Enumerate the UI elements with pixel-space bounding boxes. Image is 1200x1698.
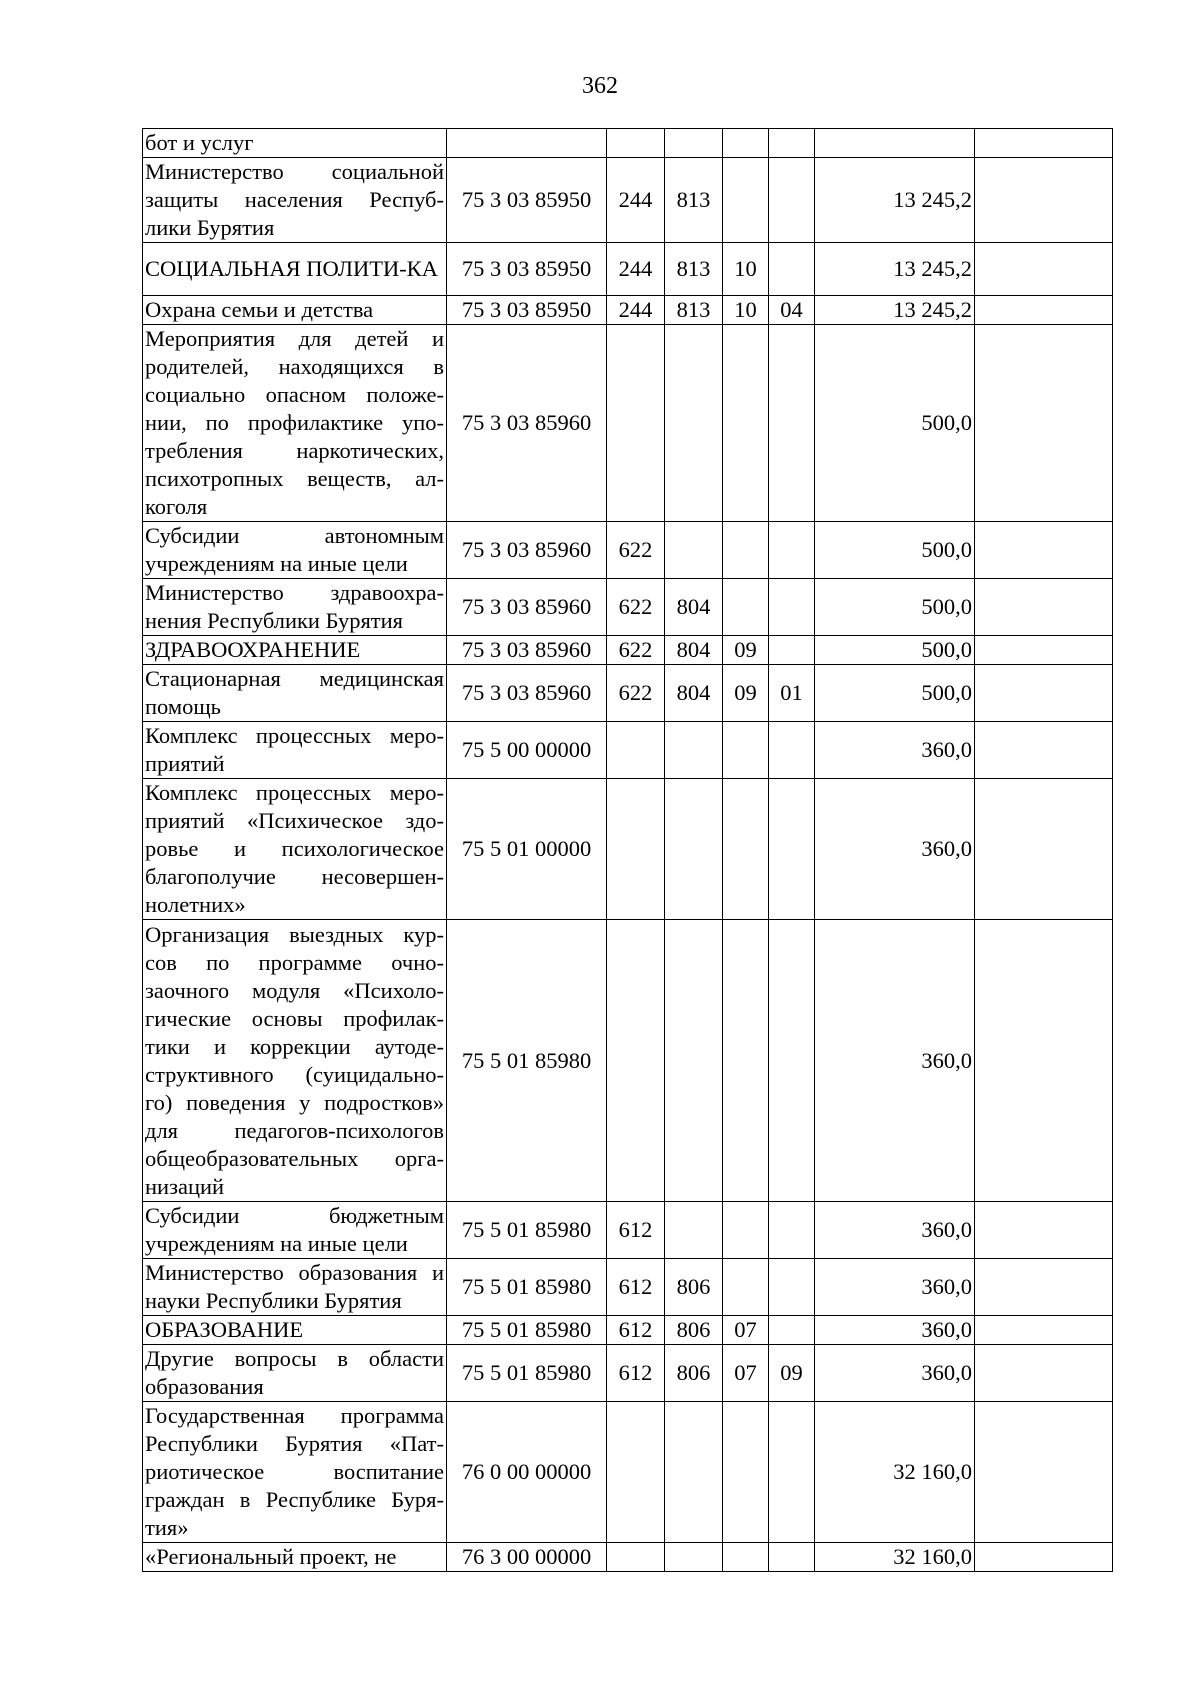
table-row [143, 636, 1113, 665]
cell-name: Комплекс процессных меро-приятий [143, 722, 447, 779]
cell-target-article: 76 0 00 00000 [447, 1402, 607, 1543]
cell-target-article: 75 5 01 85980 [447, 1202, 607, 1259]
table-row [143, 129, 1113, 158]
cell-target-article: 75 3 03 85960 [447, 579, 607, 636]
cell-subsection [769, 243, 815, 296]
cell-ministry-code: 806 [665, 1259, 723, 1316]
cell-expense-type: 244 [607, 296, 665, 325]
cell-expense-type: 622 [607, 579, 665, 636]
cell-section: 10 [723, 243, 769, 296]
cell-amount: 360,0 [815, 920, 975, 1202]
cell-ministry-code: 804 [665, 665, 723, 722]
table-row [143, 579, 1113, 636]
cell-extra [975, 722, 1113, 779]
cell-amount: 500,0 [815, 579, 975, 636]
cell-expense-type [607, 1402, 665, 1543]
cell-section [723, 579, 769, 636]
cell-expense-type: 622 [607, 636, 665, 665]
cell-subsection [769, 579, 815, 636]
cell-target-article: 75 3 03 85950 [447, 243, 607, 296]
cell-section [723, 1402, 769, 1543]
cell-amount: 360,0 [815, 1259, 975, 1316]
cell-amount: 13 245,2 [815, 296, 975, 325]
cell-extra [975, 1345, 1113, 1402]
cell-section: 07 [723, 1345, 769, 1402]
cell-extra [975, 129, 1113, 158]
cell-extra [975, 243, 1113, 296]
table-row [143, 1345, 1113, 1402]
cell-extra [975, 296, 1113, 325]
table-row [143, 1316, 1113, 1345]
cell-ministry-code [665, 129, 723, 158]
cell-extra [975, 325, 1113, 522]
cell-section [723, 129, 769, 158]
cell-amount: 500,0 [815, 636, 975, 665]
cell-target-article: 75 3 03 85960 [447, 636, 607, 665]
cell-subsection [769, 722, 815, 779]
cell-extra [975, 1259, 1113, 1316]
cell-name: Стационарная медицинская помощь [143, 665, 447, 722]
cell-ministry-code [665, 1402, 723, 1543]
cell-section [723, 920, 769, 1202]
cell-section [723, 722, 769, 779]
cell-target-article: 76 3 00 00000 [447, 1543, 607, 1572]
cell-expense-type [607, 129, 665, 158]
cell-expense-type [607, 1543, 665, 1572]
cell-expense-type: 244 [607, 158, 665, 243]
table-row [143, 1202, 1113, 1259]
cell-target-article: 75 5 01 85980 [447, 1316, 607, 1345]
table-body [143, 129, 1113, 1572]
cell-extra [975, 579, 1113, 636]
cell-section: 10 [723, 296, 769, 325]
cell-expense-type [607, 722, 665, 779]
table-row [143, 1402, 1113, 1543]
cell-extra [975, 779, 1113, 920]
cell-extra [975, 665, 1113, 722]
cell-expense-type: 612 [607, 1202, 665, 1259]
cell-ministry-code [665, 920, 723, 1202]
cell-section [723, 1259, 769, 1316]
cell-amount: 360,0 [815, 1202, 975, 1259]
cell-ministry-code [665, 1202, 723, 1259]
cell-target-article: 75 3 03 85960 [447, 325, 607, 522]
cell-subsection [769, 325, 815, 522]
cell-section [723, 522, 769, 579]
cell-subsection [769, 1543, 815, 1572]
cell-subsection [769, 779, 815, 920]
table-row [143, 296, 1113, 325]
table-row [143, 665, 1113, 722]
cell-ministry-code [665, 722, 723, 779]
cell-ministry-code [665, 522, 723, 579]
table-row [143, 243, 1113, 296]
cell-expense-type: 622 [607, 665, 665, 722]
cell-expense-type: 612 [607, 1259, 665, 1316]
cell-amount: 13 245,2 [815, 158, 975, 243]
cell-ministry-code: 804 [665, 636, 723, 665]
cell-extra [975, 158, 1113, 243]
cell-target-article: 75 3 03 85960 [447, 665, 607, 722]
table-row [143, 158, 1113, 243]
cell-subsection [769, 1316, 815, 1345]
cell-extra [975, 1202, 1113, 1259]
budget-table [142, 128, 1113, 1572]
cell-subsection [769, 920, 815, 1202]
cell-expense-type: 244 [607, 243, 665, 296]
cell-subsection: 09 [769, 1345, 815, 1402]
cell-name: Другие вопросы в области образования [143, 1345, 447, 1402]
cell-amount: 360,0 [815, 1316, 975, 1345]
cell-amount: 32 160,0 [815, 1543, 975, 1572]
page-number: 362 [582, 73, 618, 99]
cell-target-article: 75 5 01 85980 [447, 920, 607, 1202]
cell-amount: 500,0 [815, 665, 975, 722]
cell-name: ЗДРАВООХРАНЕНИЕ [143, 636, 447, 665]
table-row [143, 779, 1113, 920]
cell-name: Субсидии бюджетным учреждениям на иные цели [143, 1202, 447, 1259]
cell-name: Министерство социальной защиты населения Респуб-лики Бурятия [143, 158, 447, 243]
cell-target-article: 75 3 03 85950 [447, 158, 607, 243]
cell-extra [975, 920, 1113, 1202]
cell-section [723, 779, 769, 920]
cell-name: СОЦИАЛЬНАЯ ПОЛИТИ-КА [143, 243, 447, 296]
table-row [143, 1259, 1113, 1316]
cell-subsection [769, 1259, 815, 1316]
cell-target-article [447, 129, 607, 158]
cell-extra [975, 522, 1113, 579]
cell-ministry-code [665, 325, 723, 522]
cell-ministry-code: 813 [665, 158, 723, 243]
cell-expense-type: 612 [607, 1316, 665, 1345]
cell-ministry-code: 813 [665, 296, 723, 325]
table-row [143, 325, 1113, 522]
cell-section [723, 1543, 769, 1572]
table-row [143, 722, 1113, 779]
cell-extra [975, 1543, 1113, 1572]
cell-section: 09 [723, 636, 769, 665]
cell-target-article: 75 5 01 00000 [447, 779, 607, 920]
cell-name: Министерство здравоохра-нения Республики Бурятия [143, 579, 447, 636]
cell-target-article: 75 3 03 85950 [447, 296, 607, 325]
cell-extra [975, 1316, 1113, 1345]
cell-subsection [769, 129, 815, 158]
cell-section: 07 [723, 1316, 769, 1345]
cell-expense-type: 612 [607, 1345, 665, 1402]
cell-amount: 360,0 [815, 1345, 975, 1402]
cell-ministry-code: 813 [665, 243, 723, 296]
cell-name: Государственная программа Республики Бурятия «Пат-риотическое воспитание граждан в Республике Буря-тия» [143, 1402, 447, 1543]
cell-amount: 360,0 [815, 722, 975, 779]
cell-section [723, 1202, 769, 1259]
cell-subsection [769, 1402, 815, 1543]
cell-name: Комплекс процессных меро-приятий «Психическое здо-ровье и психологическое благополучие несовершен-нолетних» [143, 779, 447, 920]
cell-section: 09 [723, 665, 769, 722]
cell-expense-type [607, 920, 665, 1202]
cell-subsection: 01 [769, 665, 815, 722]
table-row [143, 920, 1113, 1202]
cell-amount: 500,0 [815, 522, 975, 579]
cell-target-article: 75 5 00 00000 [447, 722, 607, 779]
cell-name: Мероприятия для детей и родителей, находящихся в социально опасном положе-нии, по профилактике упо-требления наркотических, психотропных веществ, ал-коголя [143, 325, 447, 522]
cell-name: «Региональный проект, не [143, 1543, 447, 1572]
cell-amount: 360,0 [815, 779, 975, 920]
cell-name: Министерство образования и науки Республики Бурятия [143, 1259, 447, 1316]
cell-amount: 500,0 [815, 325, 975, 522]
cell-section [723, 325, 769, 522]
cell-subsection [769, 522, 815, 579]
table-row [143, 522, 1113, 579]
cell-name: Субсидии автономным учреждениям на иные цели [143, 522, 447, 579]
cell-ministry-code [665, 1543, 723, 1572]
cell-target-article: 75 5 01 85980 [447, 1259, 607, 1316]
cell-name: бот и услуг [143, 129, 447, 158]
cell-name: Организация выездных кур-сов по программе очно-заочного модуля «Психоло-гические основы профилак-тики и коррекции аутоде-структивного (суицидально-го) поведения у подростков» для педагогов-психологов общеобразовательных орга-низаций [143, 920, 447, 1202]
cell-subsection: 04 [769, 296, 815, 325]
cell-expense-type: 622 [607, 522, 665, 579]
cell-extra [975, 1402, 1113, 1543]
cell-section [723, 158, 769, 243]
cell-ministry-code: 806 [665, 1345, 723, 1402]
cell-target-article: 75 5 01 85980 [447, 1345, 607, 1402]
cell-subsection [769, 158, 815, 243]
cell-expense-type [607, 779, 665, 920]
cell-subsection [769, 1202, 815, 1259]
cell-ministry-code: 804 [665, 579, 723, 636]
cell-extra [975, 636, 1113, 665]
cell-ministry-code [665, 779, 723, 920]
cell-subsection [769, 636, 815, 665]
table-row [143, 1543, 1113, 1572]
cell-expense-type [607, 325, 665, 522]
cell-ministry-code: 806 [665, 1316, 723, 1345]
cell-amount: 32 160,0 [815, 1402, 975, 1543]
cell-amount [815, 129, 975, 158]
cell-amount: 13 245,2 [815, 243, 975, 296]
cell-name: ОБРАЗОВАНИЕ [143, 1316, 447, 1345]
cell-target-article: 75 3 03 85960 [447, 522, 607, 579]
cell-name: Охрана семьи и детства [143, 296, 447, 325]
